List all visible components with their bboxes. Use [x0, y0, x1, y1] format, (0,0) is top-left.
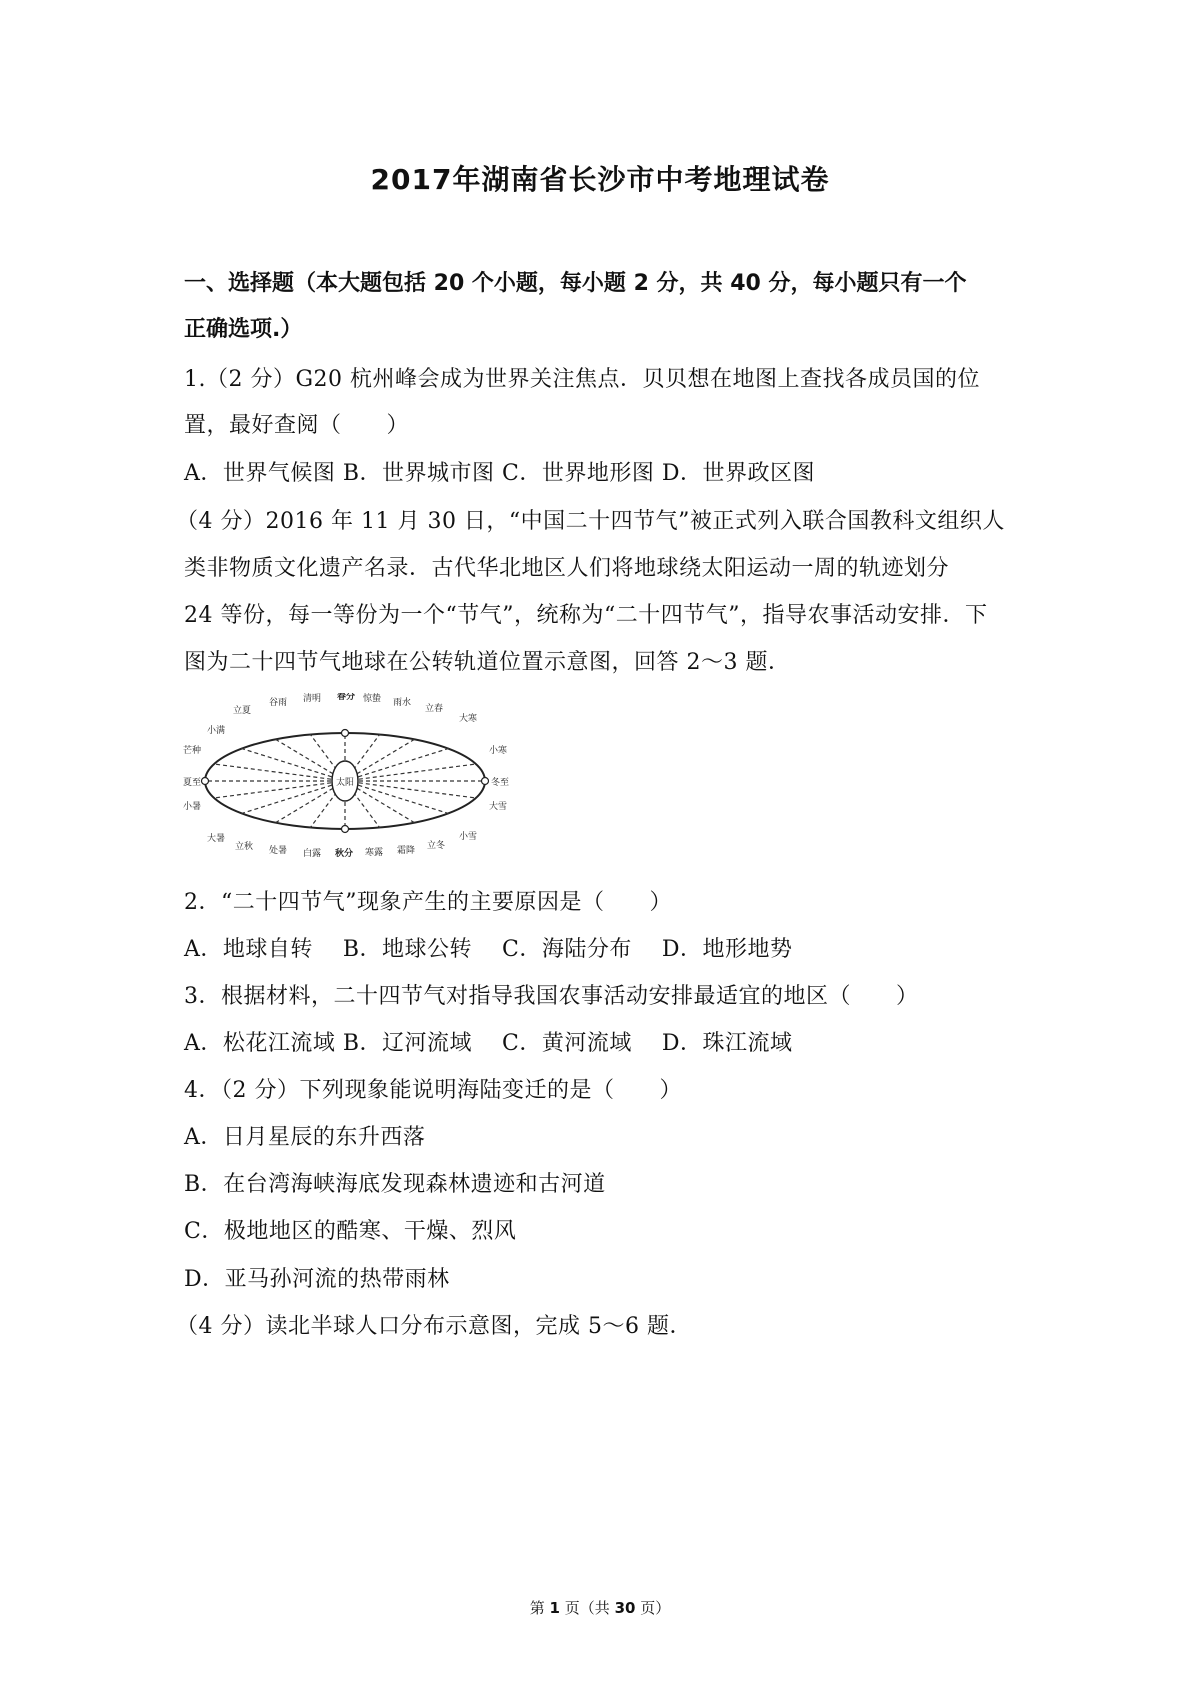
- q2-stem: 2．“二十四节气”现象产生的主要原因是（ ）: [184, 890, 672, 915]
- term-shuangjiang: 霜降: [397, 846, 416, 856]
- term-chushu: 处暑: [269, 846, 288, 856]
- term-jingzhe: 惊蛰: [363, 694, 382, 704]
- term-guyu: 谷雨: [269, 698, 288, 708]
- footer-post: 页）: [640, 1599, 671, 1617]
- q1-stem-line-1: 1.（2 分）G20 杭州峰会成为世界关注焦点．贝贝想在地图上查找各成员国的位: [184, 367, 981, 392]
- q4-option-d: D．亚马孙河流的热带雨林: [184, 1267, 450, 1292]
- page-title: 2017年湖南省长沙市中考地理试卷: [370, 163, 830, 196]
- term-daxue: 大雪: [489, 802, 508, 812]
- footer-page-number: 1: [549, 1599, 560, 1617]
- term-xiaoxue: 小雪: [459, 832, 478, 842]
- term-dahan: 大寒: [459, 714, 478, 724]
- sun-label: 太阳: [335, 778, 355, 788]
- term-qingming: 清明: [303, 694, 322, 704]
- term-dongzhi: 冬至: [491, 778, 510, 788]
- term-xiaohan: 小寒: [489, 746, 508, 756]
- term-yushui: 雨水: [393, 698, 412, 708]
- footer-total-pages: 30: [614, 1599, 636, 1617]
- term-lixia: 立夏: [233, 706, 252, 716]
- q3-options: A．松花江流域 B．辽河流域 C．黄河流域 D．珠江流域: [184, 1031, 793, 1056]
- term-xiazhi: 夏至: [183, 778, 202, 788]
- q2q3-intro-line-2: 类非物质文化遗产名录．古代华北地区人们将地球绕太阳运动一周的轨迹划分: [184, 556, 950, 581]
- term-xiaoshu: 小暑: [183, 802, 202, 812]
- q1-options: A．世界气候图 B．世界城市图 C．世界地形图 D．世界政区图: [184, 461, 816, 486]
- term-bailu: 白露: [303, 849, 322, 858]
- q1-stem-line-2: 置，最好查阅（ ）: [184, 413, 410, 438]
- q4-option-c: C．极地地区的酷寒、干燥、烈风: [184, 1219, 517, 1244]
- q3-stem: 3．根据材料，二十四节气对指导我国农事活动安排最适宜的地区（ ）: [184, 984, 919, 1009]
- term-hanlu: 寒露: [365, 848, 384, 858]
- page-footer: [0, 1597, 1200, 1618]
- q2q3-intro-line-1: （4 分）2016 年 11 月 30 日，“中国二十四节气”被正式列入联合国教科文组织人: [176, 509, 1005, 534]
- term-qiufen: 秋分: [335, 849, 354, 858]
- q4-option-a: A．日月星辰的东升西落: [184, 1125, 426, 1150]
- term-xiaoman: 小满: [207, 726, 226, 736]
- term-mangzhong: 芒种: [183, 746, 202, 756]
- q2-options: A．地球自转 B．地球公转 C．海陆分布 D．地形地势: [184, 937, 793, 962]
- term-dashu: 大暑: [207, 834, 226, 844]
- footer-pre: 第: [529, 1599, 545, 1617]
- q2q3-intro-line-3: 24 等份，每一等份为一个“节气”，统称为“二十四节气”，指导农事活动安排．下: [184, 603, 988, 628]
- solar-terms-orbit-diagram: [183, 693, 513, 858]
- section-heading-line-1: 一、选择题（本大题包括 20 个小题，每小题 2 分，共 40 分，每小题只有一个: [184, 271, 967, 296]
- section-heading-line-2: 正确选项.）: [184, 317, 303, 342]
- term-liqiu: 立秋: [235, 842, 254, 852]
- term-lichun: 立春: [425, 704, 444, 714]
- term-lidong: 立冬: [427, 841, 446, 851]
- term-chunfen: 春分: [337, 693, 356, 702]
- q4-stem: 4．（2 分）下列现象能说明海陆变迁的是（ ）: [184, 1078, 682, 1103]
- footer-mid: 页（共: [564, 1599, 610, 1617]
- q4-option-b: B．在台湾海峡海底发现森林遗迹和古河道: [184, 1172, 606, 1197]
- q5q6-intro: （4 分）读北半球人口分布示意图，完成 5～6 题．: [176, 1314, 692, 1339]
- q2q3-intro-line-4: 图为二十四节气地球在公转轨道位置示意图，回答 2～3 题．: [184, 650, 791, 675]
